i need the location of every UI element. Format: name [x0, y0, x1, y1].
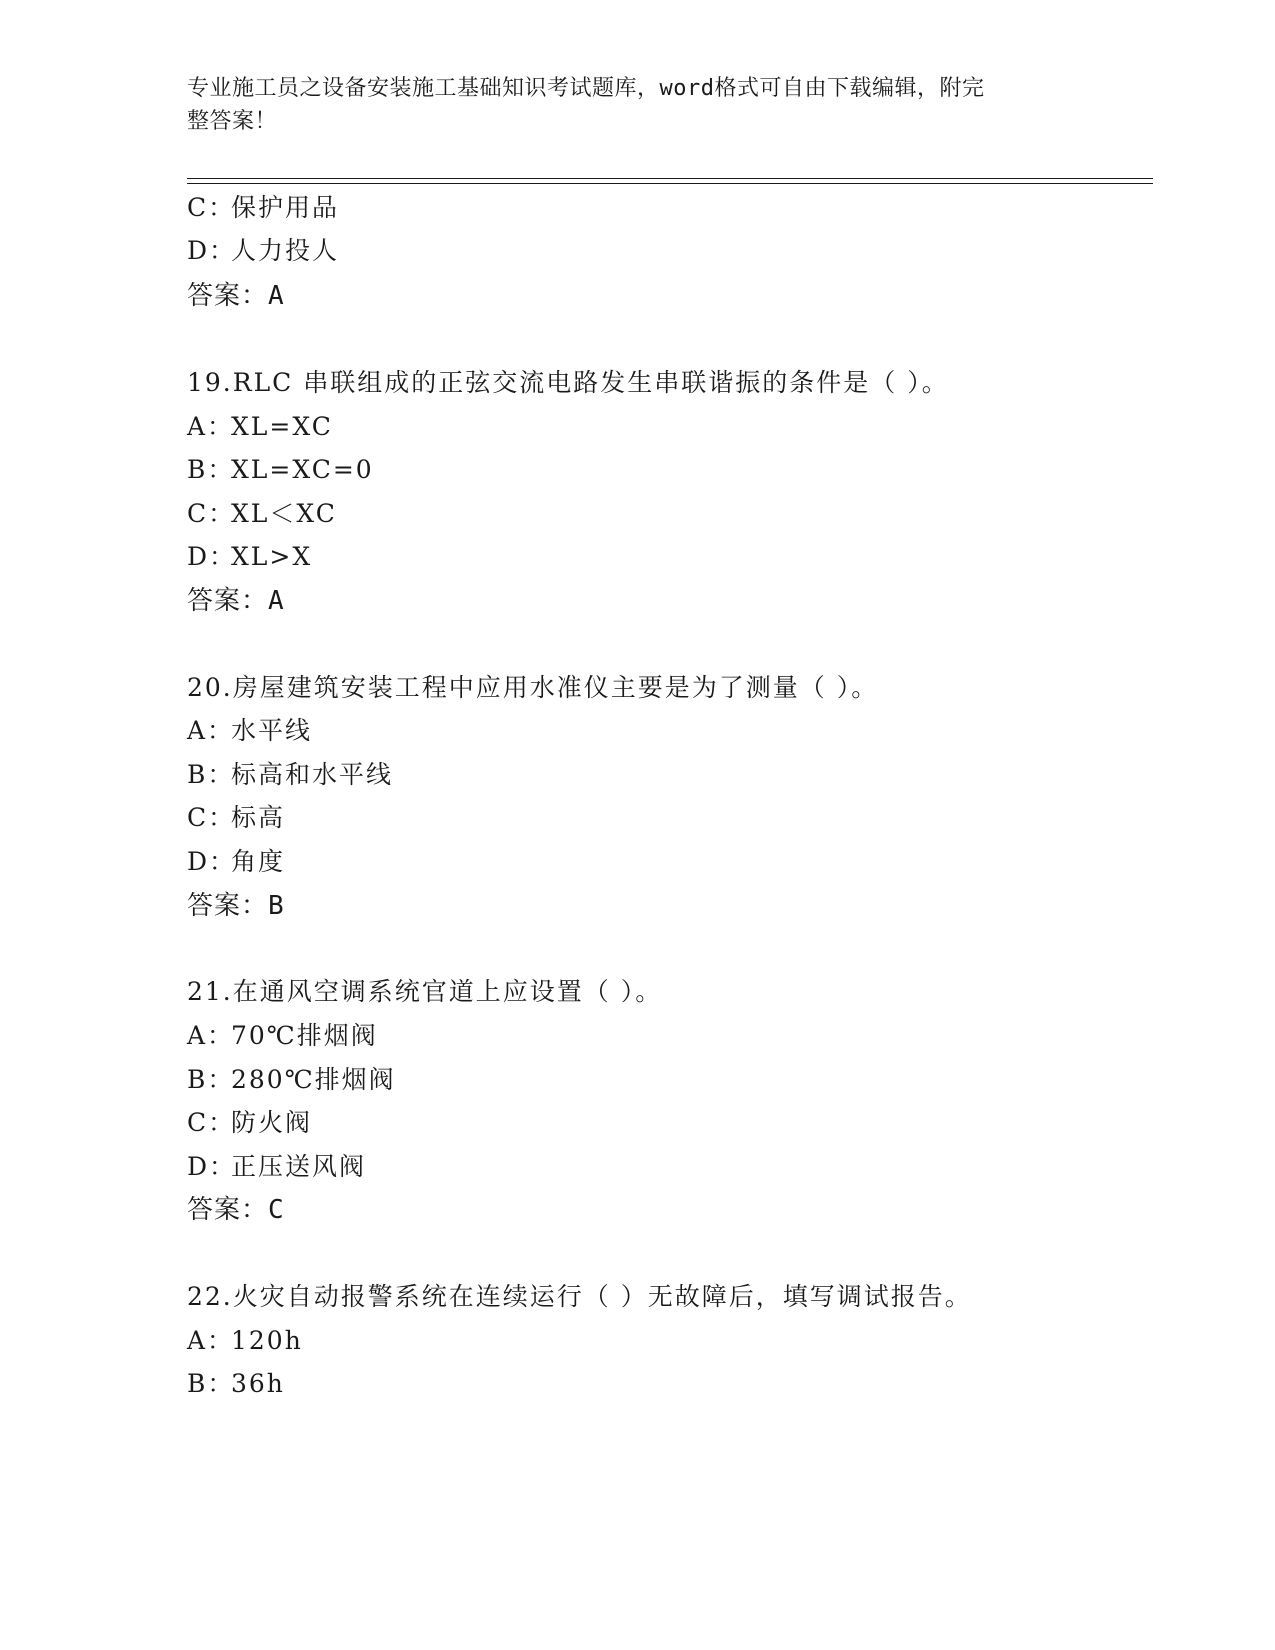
option-text: 保护用品	[231, 193, 340, 222]
option-text: 70℃排烟阀	[231, 1021, 378, 1050]
option-a	[187, 412, 333, 442]
document-header	[187, 72, 1067, 138]
answer-value: A	[268, 281, 285, 311]
question-stem: 21.在通风空调系统官道上应设置（ ）。	[187, 977, 663, 1006]
answer-label: 答案：	[187, 1195, 269, 1225]
question-stem: 22.火灾自动报警系统在连续运行（ ）无故障后，填写调试报告。	[187, 1282, 972, 1311]
option-text: XL=XC=0	[231, 455, 374, 484]
option-a	[187, 716, 312, 746]
option-key: C：	[187, 803, 236, 832]
option-key: A：	[187, 412, 235, 441]
option-key: B：	[187, 760, 235, 789]
answer-value: A	[268, 586, 285, 616]
option-c	[187, 499, 337, 529]
option-text: 角度	[231, 847, 286, 876]
header-divider-top	[187, 178, 1153, 179]
option-text: 标高和水平线	[231, 760, 394, 789]
option-a	[187, 1021, 378, 1051]
answer-line	[187, 586, 285, 616]
option-text: 人力投人	[231, 236, 340, 265]
option-text: 36h	[231, 1369, 285, 1398]
option-key: A：	[187, 716, 235, 745]
option-text: 水平线	[231, 716, 313, 745]
question-stem: 19.RLC 串联组成的正弦交流电路发生串联谐振的条件是（ ）。	[187, 368, 949, 397]
option-d	[187, 542, 312, 572]
option-key: D：	[187, 542, 237, 571]
option-c	[187, 193, 339, 223]
answer-line	[187, 891, 285, 921]
option-key: C：	[187, 499, 236, 528]
option-b	[187, 455, 374, 485]
header-line-2: 整答案！	[187, 109, 278, 134]
question-stem: 20.房屋建筑安装工程中应用水准仪主要是为了测量（ ）。	[187, 673, 879, 702]
answer-value: C	[268, 1195, 285, 1225]
option-text: XL>X	[231, 542, 313, 571]
option-key: B：	[187, 1065, 235, 1094]
answer-label: 答案：	[187, 281, 269, 311]
option-d	[187, 847, 285, 877]
answer-label: 答案：	[187, 891, 269, 921]
option-text: XL＜XC	[231, 499, 337, 528]
option-b	[187, 1065, 396, 1095]
option-text: 280℃排烟阀	[231, 1065, 396, 1094]
header-line-1: 专业施工员之设备安装施工基础知识考试题库，word格式可自由下载编辑，附完	[187, 76, 985, 101]
answer-label: 答案：	[187, 586, 269, 616]
option-b	[187, 760, 393, 790]
option-key: C：	[187, 1108, 236, 1137]
answer-line	[187, 281, 285, 311]
option-text: 标高	[231, 803, 286, 832]
option-key: A：	[187, 1326, 235, 1355]
header-divider-bottom	[187, 183, 1153, 184]
option-key: D：	[187, 847, 237, 876]
option-d	[187, 236, 339, 266]
option-text: XL=XC	[231, 412, 333, 441]
option-key: D：	[187, 1152, 237, 1181]
option-c	[187, 1108, 312, 1138]
option-key: B：	[187, 455, 235, 484]
option-text: 防火阀	[231, 1108, 313, 1137]
option-c	[187, 803, 285, 833]
answer-line	[187, 1195, 285, 1225]
option-b	[187, 1369, 285, 1399]
answer-value: B	[268, 891, 285, 921]
option-d	[187, 1152, 366, 1182]
option-key: D：	[187, 236, 237, 265]
option-text: 120h	[231, 1326, 303, 1355]
option-key: B：	[187, 1369, 235, 1398]
option-text: 正压送风阀	[231, 1152, 367, 1181]
option-key: A：	[187, 1021, 235, 1050]
option-a	[187, 1326, 303, 1356]
option-key: C：	[187, 193, 236, 222]
